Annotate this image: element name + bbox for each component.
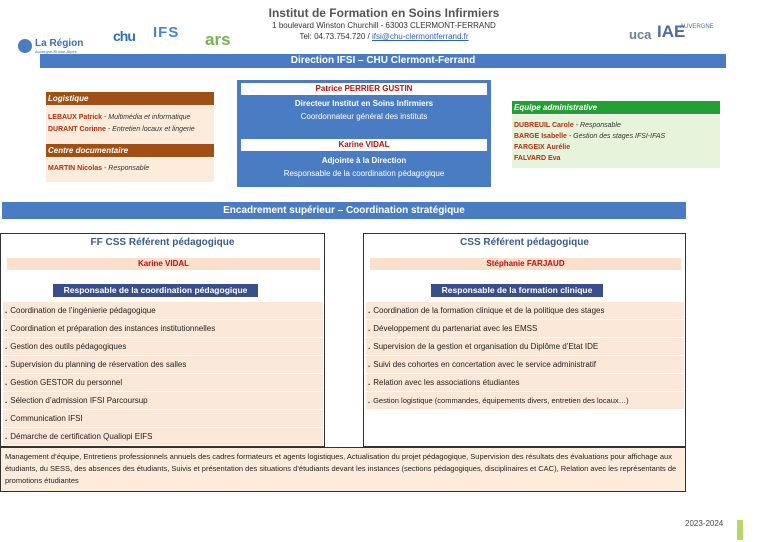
logistique-person: LEBAUX Patrick - Multimédia et informatique [48, 114, 191, 121]
management-text: Management d’équipe, Entretiens professionnels annuels des cadres formateurs et agents logistiques, Actualisation du projet pédagogique, Supervision des résultats des évaluations pour affichage aux étudiants, du SESS, des absences des étudiants, Suivis et présentation des situations d’étudiants devant les instances (sections pédagogiques, disciplinaires et CAC), Relation avec les représentants de promotions étudiantes [0, 447, 686, 492]
list-item: . Coordination de l’ingénierie pédagogique [3, 302, 323, 319]
right-column-name: Stéphanie FARJAUD [370, 258, 681, 270]
admin-heading: Equipe administrative [512, 101, 720, 114]
deputy-role: Adjointe à la Direction [321, 156, 407, 165]
left-column-responsibility: Responsable de la coordination pédagogique [53, 284, 258, 297]
list-item: . Suivi des cohortes en concertation avec le service administratif [366, 356, 684, 373]
deputy-name: Karine VIDAL [241, 139, 487, 151]
admin-person: FALVARD Eva [514, 155, 561, 162]
admin-list [512, 115, 720, 168]
ars-logo: ars [205, 30, 231, 49]
region-logo-text: La Région [35, 37, 84, 49]
right-column-title: CSS Référent pédagogique [460, 237, 589, 248]
director-role: Directeur Institut en Soins Infirmiers [294, 99, 434, 108]
list-item: . Coordination et préparation des instances institutionnelles [3, 320, 323, 337]
left-column-list [3, 302, 323, 446]
ifs-logo: IFS [153, 24, 180, 41]
list-item: . Supervision de la gestion et organisation du Diplôme d’Etat IDE [366, 338, 684, 355]
decorative-bar [737, 520, 743, 540]
iae-logo: IAE [657, 22, 686, 41]
logistique-list [46, 106, 214, 146]
admin-person: DUBREUIL Carole - Responsable [514, 122, 621, 129]
admin-person: BARGE Isabelle - Gestion des stages IFSI-IFAS [514, 133, 666, 140]
institute-title: Institut de Formation en Soins Infirmiers [268, 6, 500, 20]
list-item: . Gestion logistique (commandes, équipements divers, entretien des locaux…) [366, 392, 684, 409]
centre-doc-list [46, 158, 214, 182]
left-column-box [0, 233, 325, 447]
list-item: . Communication IFSI [3, 410, 323, 427]
iae-logo-subtext: AUVERGNE [680, 24, 714, 30]
admin-person: FARGEIX Aurélie [514, 144, 571, 151]
institute-contact [260, 32, 508, 41]
logistique-heading: Logistique [46, 92, 214, 105]
year-label: 2023-2024 [685, 519, 724, 528]
deputy-role-secondary: Responsable de la coordination pédagogique [283, 169, 445, 178]
coordination-banner: Encadrement supérieur – Coordination stratégique [2, 202, 686, 219]
right-column-box [363, 233, 686, 447]
region-logo-icon [18, 39, 32, 53]
chu-logo: chu [113, 28, 135, 44]
direction-box [237, 80, 491, 187]
list-item: . Relation avec les associations étudiantes [366, 374, 684, 391]
right-column-responsibility: Responsable de la formation clinique [431, 284, 603, 297]
left-column-name: Karine VIDAL [7, 258, 320, 270]
list-item: . Gestion des outils pédagogiques [3, 338, 323, 355]
uca-logo: uca [629, 27, 652, 42]
direction-banner: Direction IFSI – CHU Clermont-Ferrand [40, 54, 726, 68]
director-name: Patrice PERRIER GUSTIN [241, 83, 487, 95]
list-item: . Gestion GESTOR du personnel [3, 374, 323, 391]
list-item: . Développement du partenariat avec les EMSS [366, 320, 684, 337]
institute-email-link[interactable]: ifsi@chu-clermontferrand.fr [371, 32, 469, 41]
institute-address: 1 boulevard Winston Churchill - 63003 CLERMONT-FERRAND [272, 21, 496, 30]
centre-doc-person: MARTIN Nicolas - Responsable [48, 165, 150, 172]
centre-doc-heading: Centre documentaire [46, 144, 214, 157]
right-column-list [366, 302, 684, 410]
list-item: . Sélection d’admission IFSI Parcoursup [3, 392, 323, 409]
list-item: . Supervision du planning de réservation des salles [3, 356, 323, 373]
director-role-secondary: Coordonnateur général des instituts [300, 112, 428, 121]
list-item: . Démarche de certification Qualiopi EIFS [3, 428, 323, 445]
region-logo-subtext: Auvergne-Rhône-Alpes [35, 48, 77, 54]
list-item: . Coordination de la formation clinique et de la politique des stages [366, 302, 684, 319]
left-column-title: FF CSS Référent pédagogique [90, 237, 235, 248]
logistique-person: DURANT Corinne - Entretien locaux et lingerie [48, 126, 195, 133]
institute-phone: Tel: 04.73.754.720 / [299, 32, 370, 41]
region-logo [18, 36, 98, 56]
